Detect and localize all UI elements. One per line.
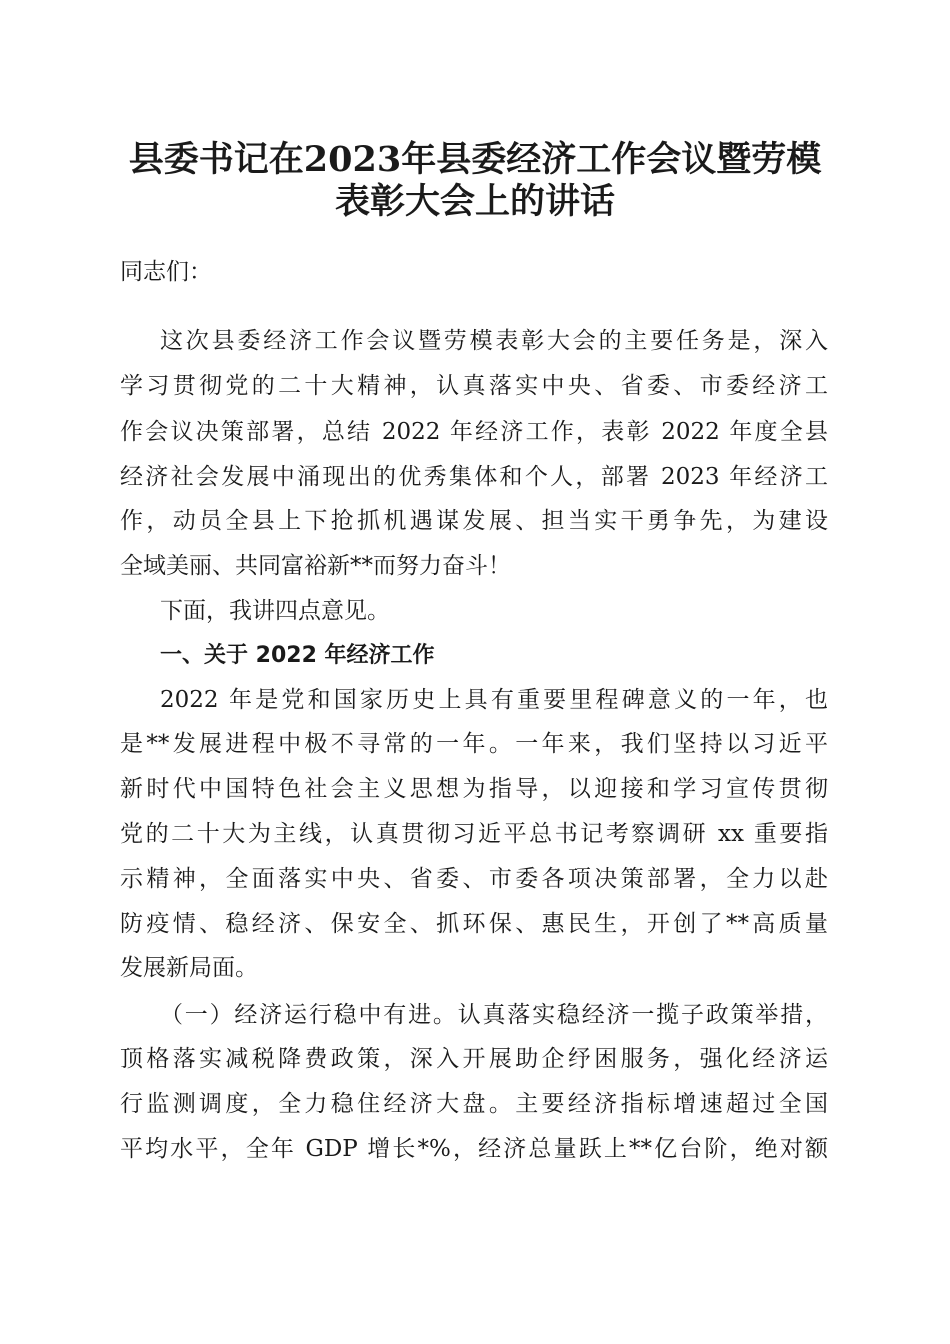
paragraph-line: 作会议决策部署，总结 2022 年经济工作，表彰 2022 年度全县 (120, 419, 828, 445)
document-title-line-1: 县委书记在2023年县委经济工作会议暨劳模 (128, 139, 822, 180)
section-heading: 一、关于 2022 年经济工作 (160, 643, 435, 668)
paragraph-line: 示精神，全面落实中央、省委、市委各项决策部署，全力以赴 (120, 866, 828, 892)
paragraph-line: 新时代中国特色社会主义思想为指导，以迎接和学习宣传贯彻 (120, 776, 828, 802)
paragraph-line: 平均水平，全年 GDP 增长*%，经济总量跃上**亿台阶，绝对额 (120, 1136, 828, 1162)
paragraph-line: 这次县委经济工作会议暨劳模表彰大会的主要任务是，深入 (160, 328, 828, 354)
paragraph-line: 顶格落实减税降费政策，深入开展助企纾困服务，强化经济运 (120, 1046, 828, 1072)
paragraph-line: （一）经济运行稳中有进。认真落实稳经济一揽子政策举措， (160, 1002, 828, 1028)
paragraph-line: 发展新局面。 (120, 955, 258, 981)
paragraph-line: 行监测调度，全力稳住经济大盘。主要经济指标增速超过全国 (120, 1091, 828, 1117)
paragraph-line: 下面，我讲四点意见。 (160, 598, 390, 624)
document-title-line-2: 表彰大会上的讲话 (334, 181, 615, 222)
salutation: 同志们： (120, 259, 212, 285)
paragraph-line: 党的二十大为主线，认真贯彻习近平总书记考察调研 xx 重要指 (120, 821, 828, 847)
paragraph-line: 学习贯彻党的二十大精神，认真落实中央、省委、市委经济工 (120, 373, 828, 399)
paragraph-line: 经济社会发展中涌现出的优秀集体和个人，部署 2023 年经济工 (120, 464, 828, 490)
paragraph-line: 2022 年是党和国家历史上具有重要里程碑意义的一年，也 (160, 687, 828, 713)
paragraph-line: 是**发展进程中极不寻常的一年。一年来，我们坚持以习近平 (120, 731, 828, 757)
paragraph-line: 作，动员全县上下抢抓机遇谋发展、担当实干勇争先，为建设 (120, 508, 828, 534)
paragraph-line: 防疫情、稳经济、保安全、抓环保、惠民生，开创了**高质量 (120, 911, 828, 937)
paragraph-line: 全域美丽、共同富裕新**而努力奋斗！ (120, 553, 511, 579)
